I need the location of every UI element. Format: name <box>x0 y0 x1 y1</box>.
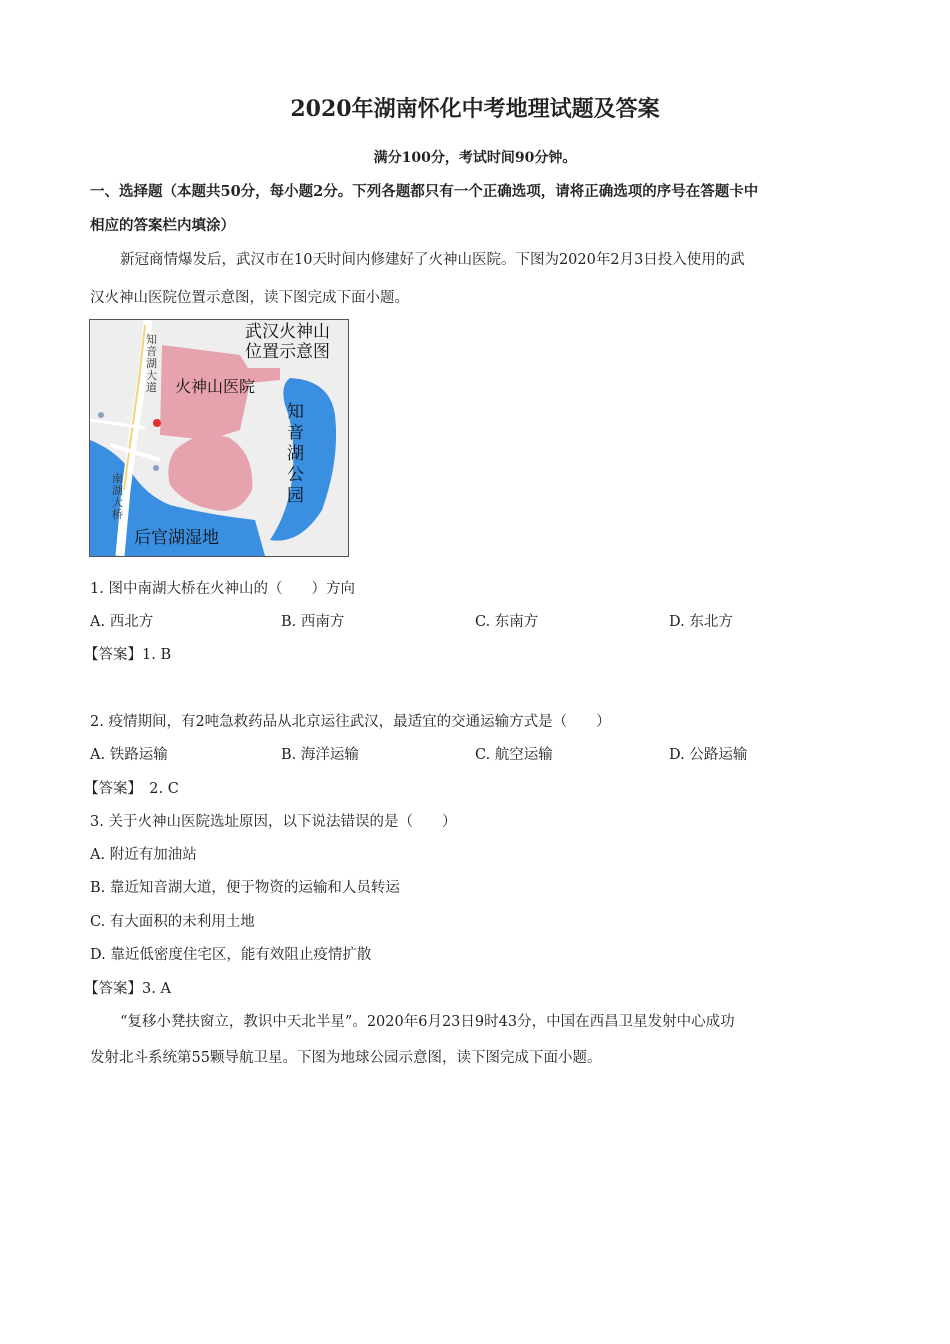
huoshenshan-location-map <box>89 319 349 557</box>
exam-info: 满分100分，考试时间90分钟。 <box>373 150 577 166</box>
question-1-option-a: A. 西北方 <box>90 614 154 630</box>
question-1-stem: 1. 图中南湖大桥在火神山的（ ）方向 <box>90 581 355 597</box>
map-title-line2: 位置示意图 <box>245 342 330 362</box>
question-1-option-d: D. 东北方 <box>669 614 733 630</box>
map-title-line1: 武汉火神山 <box>245 322 330 342</box>
question-2-option-d: D. 公路运输 <box>669 747 748 763</box>
park-label: 知 音 湖 公 园 <box>287 402 304 506</box>
intro-paragraph-line1: 新冠商情爆发后，武汉市在10天时间内修建好了火神山医院。下图为2020年2月3日投入使用的武 <box>120 252 745 268</box>
question-1-answer: 【答案】1. B <box>84 647 172 663</box>
intro2-paragraph-line2: 发射北斗系统第55颗导航卫星。下图为地球公园示意图，读下图完成下面小题。 <box>90 1050 602 1066</box>
question-2-answer: 【答案】 2. C <box>84 781 179 797</box>
question-1-option-b: B. 西南方 <box>281 614 345 630</box>
question-3-option-c: C. 有大面积的未利用土地 <box>90 914 255 930</box>
question-3-stem: 3. 关于火神山医院选址原因，以下说法错误的是（ ） <box>90 814 457 830</box>
question-3-answer: 【答案】3. A <box>84 981 171 997</box>
hospital-marker <box>153 419 161 427</box>
question-3-option-d: D. 靠近低密度住宅区，能有效阻止疫情扩散 <box>90 947 372 963</box>
poi-marker <box>153 465 159 471</box>
question-1-option-c: C. 东南方 <box>475 614 539 630</box>
hospital-label: 火神山医院 <box>175 377 256 396</box>
intro-paragraph-line2: 汉火神山医院位置示意图，读下图完成下面小题。 <box>90 290 409 306</box>
question-2-option-b: B. 海洋运输 <box>281 747 359 763</box>
hospital-area-shape-south <box>168 435 252 511</box>
section-heading-line1: 一、选择题（本题共50分，每小题2分。下列各题都只有一个正确选项，请将正确选项的序号在答题卡中 <box>90 183 759 200</box>
section-heading-line2: 相应的答案栏内填涂） <box>90 217 235 234</box>
question-3-option-a: A. 附近有加油站 <box>90 847 197 863</box>
page-title: 2020年湖南怀化中考地理试题及答案 <box>290 96 660 122</box>
avenue-label: 知 音 湖 大 道 <box>146 333 157 394</box>
question-2-option-c: C. 航空运输 <box>475 747 553 763</box>
wetland-label: 后官湖湿地 <box>134 528 219 548</box>
bridge-label: 南 湖 大 桥 <box>112 472 123 521</box>
question-2-option-a: A. 铁路运输 <box>90 747 168 763</box>
question-3-option-b: B. 靠近知音湖大道，便于物资的运输和人员转运 <box>90 880 400 896</box>
poi-marker-2 <box>98 412 104 418</box>
intro2-paragraph-line1: “复移小凳扶窗立，教识中天北半星”。2020年6月23日9时43分，中国在西昌卫星发射中心成功 <box>120 1014 735 1030</box>
question-2-stem: 2. 疫情期间，有2吨急救药品从北京运往武汉，最适宜的交通运输方式是（ ） <box>90 714 611 730</box>
